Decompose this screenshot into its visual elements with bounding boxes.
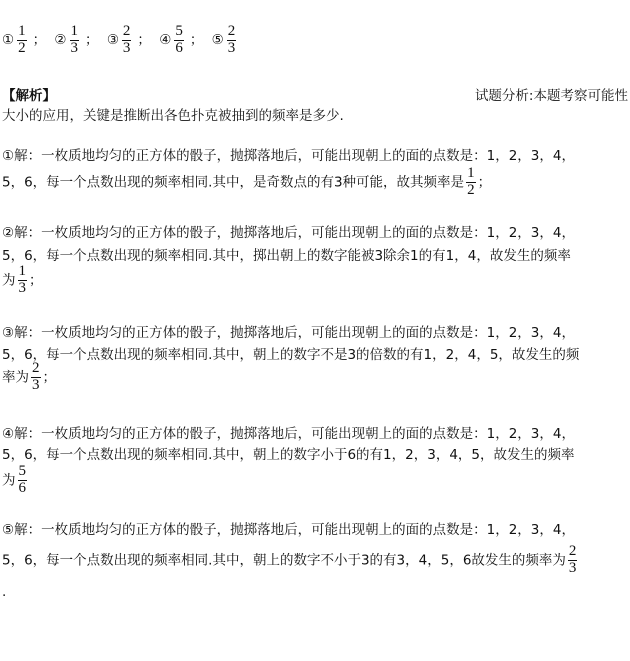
fraction [18, 464, 28, 497]
answer-row [2, 24, 246, 57]
fraction [466, 166, 476, 199]
solution-line: 5，6，每一个点数出现的频率相同.其中，朝上的数字小于6的有1，2，3，4，5，故发生的频率 [2, 447, 575, 463]
solution-line [2, 464, 29, 497]
solution-text: 为 [2, 272, 16, 289]
fraction-numerator: 1 [467, 165, 475, 181]
fraction [174, 24, 184, 57]
answer-mark: ② [54, 32, 67, 49]
fraction [17, 24, 27, 57]
intro-text: 大小的应用，关键是推断出各色扑克被抽到的频率是多少. [2, 108, 344, 124]
solution-line [2, 544, 579, 577]
fraction-denominator: 2 [18, 39, 26, 56]
fraction-denominator: 2 [467, 181, 475, 198]
solution-line: ④解：一枚质地均匀的正方体的骰子，抛掷落地后，可能出现朝上的面的点数是：1，2，3，4， [2, 426, 575, 442]
answer-item-1 [2, 23, 54, 56]
fraction-numerator: 1 [70, 23, 79, 39]
fraction-denominator: 3 [70, 39, 79, 56]
fraction [122, 24, 132, 57]
answer-mark: ① [2, 32, 15, 49]
solution-line: 5，6，每一个点数出现的频率相同.其中，朝上的数字不是3的倍数的有1，2，4，5，故发生的频 [2, 347, 580, 363]
solution-line: ③解：一枚质地均匀的正方体的骰子，抛掷落地后，可能出现朝上的面的点数是：1，2，3，4， [2, 325, 575, 341]
separator: ； [137, 32, 151, 49]
fraction [18, 264, 28, 297]
fraction-numerator: 1 [18, 23, 26, 39]
fraction-denominator: 3 [568, 559, 577, 576]
solution-text: 5，6，每一个点数出现的频率相同.其中，朝上的数字不小于3的有3，4，5，6故发生的频率为 [2, 552, 566, 569]
solution-line: ①解：一枚质地均匀的正方体的骰子，抛掷落地后，可能出现朝上的面的点数是：1，2，3，4， [2, 148, 575, 164]
solution-text: 为 [2, 472, 16, 489]
solution-tail: ； [42, 369, 56, 386]
solution-tail: ； [29, 272, 43, 289]
answer-mark: ③ [106, 32, 119, 49]
separator: ； [32, 32, 47, 49]
fraction-denominator: 3 [18, 279, 26, 296]
fraction-numerator: 2 [227, 23, 236, 39]
solution-line [2, 361, 56, 394]
solution-line [2, 166, 491, 199]
fraction-numerator: 2 [122, 23, 131, 39]
fraction-denominator: 6 [175, 39, 183, 56]
fraction-numerator: 5 [175, 23, 183, 39]
fraction-numerator: 5 [18, 463, 26, 479]
fraction-denominator: 3 [227, 39, 236, 56]
separator: ； [189, 32, 204, 49]
answer-item-5 [211, 23, 247, 56]
analysis-heading: 【解析】 [2, 88, 56, 104]
solution-text: 率为 [2, 369, 29, 386]
fraction [227, 24, 237, 57]
solution-line: . [2, 584, 7, 600]
answer-mark: ⑤ [211, 32, 224, 49]
analysis-summary: 试题分析:本题考察可能性 [474, 88, 628, 104]
solution-line: ⑤解：一枚质地均匀的正方体的骰子，抛掷落地后，可能出现朝上的面的点数是：1，2，3，4， [2, 522, 575, 538]
solution-line: ②解：一枚质地均匀的正方体的骰子，抛掷落地后，可能出现朝上的面的点数是：1，2，3，4， [2, 225, 575, 241]
fraction [70, 24, 80, 57]
solution-tail: ； [477, 174, 492, 191]
fraction-numerator: 2 [32, 360, 40, 376]
separator: ； [85, 32, 99, 49]
answer-item-3 [106, 23, 159, 56]
solution-text: 5，6，每一个点数出现的频率相同.其中，是奇数点的有3种可能，故其频率是 [2, 174, 465, 191]
fraction [568, 544, 578, 577]
fraction-denominator: 6 [18, 479, 26, 496]
fraction-denominator: 3 [32, 376, 40, 393]
answer-item-4 [159, 23, 211, 56]
fraction-numerator: 1 [18, 263, 26, 279]
fraction-numerator: 2 [568, 543, 577, 559]
solution-line: 5，6，每一个点数出现的频率相同.其中，掷出朝上的数字能被3除余1的有1，4，故发生的频率 [2, 248, 571, 264]
answer-item-2 [54, 23, 106, 56]
fraction [31, 361, 41, 394]
answer-mark: ④ [159, 32, 172, 49]
solution-line [2, 264, 43, 297]
fraction-denominator: 3 [122, 39, 131, 56]
